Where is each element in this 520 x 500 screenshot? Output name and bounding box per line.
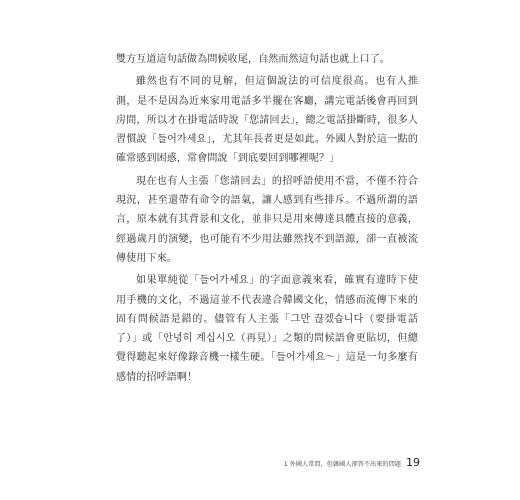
running-head: 1 外國人常問，但韓國人卻答不出來的問題 — [283, 461, 401, 468]
paragraph-4: 如果單純從「들어가세요」的字面意義來看，確實有違時下使用手機的文化，不過這並不代表違合韓國文化，情感而流傳下來的固有問候語是錯的。儘管有人主張「그만 끊겠습니다（要掛電話了）」或「안녕히 계십시오（再見）」之類的問候語會更貼切，但總覺得聽起來好像錄音機一樣生硬。「들어가세요～」這是一句多麼有感情的招呼語啊！ — [116, 275, 418, 383]
page-number: 19 — [406, 456, 420, 469]
paragraph-1: 雙方互道這句話做為問候收尾，自然而然這句話也就上口了。 — [116, 54, 391, 65]
page-footer — [270, 456, 420, 469]
body-text — [116, 50, 418, 387]
paragraph-2: 雖然也有不同的見解，但這個說法的可信度很高。也有人推測，是不是因為近來家用電話多半擺在客廳，講完電話後會再回到房間，所以才在掛電話時說「您請回去」，總之電話掛斷時，很多人習慣說「들어가세요」，尤其年長者更是如此。外國人對於這一點的確常感到困惑，常會問說「到底要回到哪裡呢？」 — [116, 76, 418, 165]
paragraph-3: 現在也有人主張「您請回去」的招呼語使用不當，不僅不符合現況，甚至還帶有命令的語氣，讓人感到有些排斥。不過所謂的語言，原本就有其背景和文化，並非只是用來傳達具體直接的意義，經過歲月的演變，也可能有不少用法雖然找不到語源，卻一直被流傳使用下來。 — [116, 175, 418, 264]
